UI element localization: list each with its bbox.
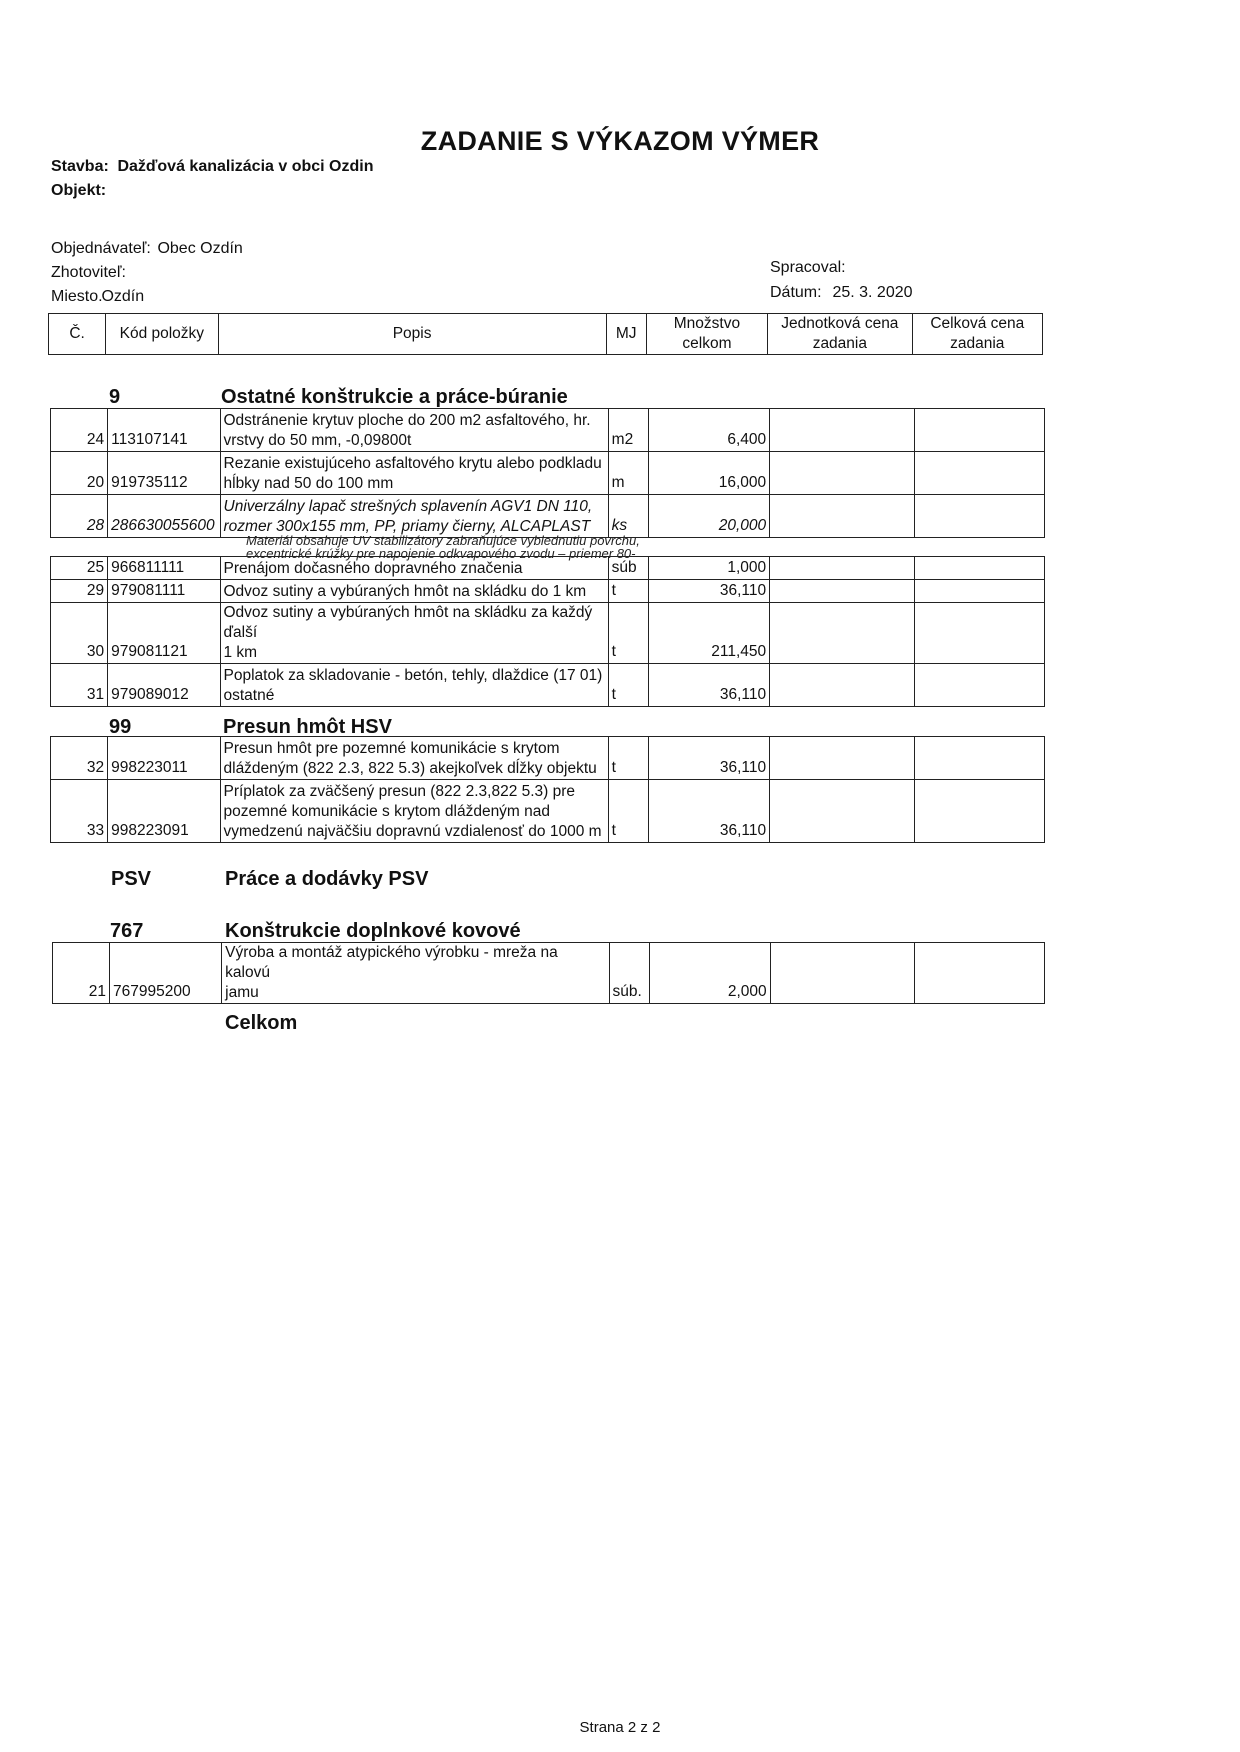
item-unit-price xyxy=(770,409,914,452)
item-unit: t xyxy=(608,603,648,664)
header-unit-price xyxy=(768,314,912,355)
item-unit: súb. xyxy=(609,943,649,1004)
section-code: PSV xyxy=(111,868,152,890)
item-desc-line: 1 km xyxy=(223,644,258,661)
item-code: 919735112 xyxy=(108,452,220,495)
header-total-price-line1: Celková cena xyxy=(930,315,1025,332)
table-row xyxy=(51,737,1045,780)
page-footer: Strana 2 z 2 xyxy=(579,1719,661,1736)
item-desc-line: Odvoz sutiny a vybúraných hmôt na skládku za každý ďalší xyxy=(223,604,593,641)
table-row xyxy=(51,580,1045,603)
section-code: 99 xyxy=(109,716,132,738)
header-unit-price-line2: zadania xyxy=(812,335,867,352)
table-row xyxy=(51,780,1045,843)
header-code: Kód položky xyxy=(106,314,218,355)
item-code: 966811111 xyxy=(108,557,220,580)
item-unit-price xyxy=(770,557,914,580)
objekt-label: Objekt: xyxy=(51,182,107,199)
item-code: 998223091 xyxy=(108,780,220,843)
item-unit-price xyxy=(770,737,914,780)
item-unit-price xyxy=(770,603,914,664)
item-desc xyxy=(220,495,608,538)
header-desc: Popis xyxy=(218,314,606,355)
item-desc-line: vymedzenú najväčšiu dopravnú vzdialenosť do 1000 m xyxy=(223,823,602,840)
table-row xyxy=(51,409,1045,452)
item-desc-line: hĺbky nad 50 do 100 mm xyxy=(223,475,394,492)
item-qty: 36,110 xyxy=(648,780,769,843)
item-unit-price xyxy=(770,452,914,495)
section-name: Práce a dodávky PSV xyxy=(225,868,429,890)
total-label: Celkom xyxy=(225,1012,298,1034)
items-table xyxy=(50,736,1045,843)
datum-row xyxy=(770,284,913,302)
item-unit: t xyxy=(608,737,648,780)
item-desc-line: pozemné komunikácie s krytom dláždeným nad xyxy=(223,803,551,820)
item-unit: m2 xyxy=(608,409,648,452)
item-qty: 2,000 xyxy=(649,943,770,1004)
item-desc xyxy=(222,943,609,1004)
item-desc-line: vrstvy do 50 mm, -0,09800t xyxy=(223,432,412,449)
item-desc xyxy=(220,409,608,452)
item-desc xyxy=(220,664,608,707)
item-code: 979081111 xyxy=(108,580,220,603)
item-unit-price xyxy=(770,943,914,1004)
item-code: 979089012 xyxy=(108,664,220,707)
column-header-table xyxy=(48,313,1043,355)
stavba-row xyxy=(51,158,373,176)
item-desc-line: Univerzálny lapač strešných splavenín AGV1 DN 110, xyxy=(223,498,593,515)
header-total-price xyxy=(912,314,1042,355)
item-unit-price xyxy=(770,780,914,843)
item-unit: t xyxy=(608,664,648,707)
item-no: 28 xyxy=(51,495,108,538)
document-title: ZADANIE S VÝKAZOM VÝMER xyxy=(420,126,820,156)
item-no: 24 xyxy=(51,409,108,452)
item-qty: 36,110 xyxy=(648,664,769,707)
objednavatel-label: Objednávateľ: xyxy=(51,240,151,257)
datum-label: Dátum: xyxy=(770,284,822,301)
item-unit: t xyxy=(608,580,648,603)
item-desc-line: jamu xyxy=(225,984,259,1001)
item-no: 29 xyxy=(51,580,108,603)
miesto-label: Miesto. xyxy=(51,288,103,305)
item-unit-price xyxy=(770,580,914,603)
item-desc-line: dláždeným (822 2.3, 822 5.3) akejkoľvek dĺžky objektu xyxy=(223,760,597,777)
item-no: 21 xyxy=(53,943,110,1004)
item-desc-line: Príplatok za zväčšený presun (822 2.3,822 5.3) pre xyxy=(223,783,576,800)
item-qty: 36,110 xyxy=(648,737,769,780)
item-qty: 36,110 xyxy=(648,580,769,603)
item-desc xyxy=(220,580,608,603)
item-code: 286630055600 xyxy=(108,495,220,538)
section-code: 767 xyxy=(110,920,144,942)
item-total-price xyxy=(914,557,1044,580)
item-unit: súb xyxy=(608,557,648,580)
miesto-value: Ozdín xyxy=(101,288,145,305)
item-no: 30 xyxy=(51,603,108,664)
table-row xyxy=(53,943,1045,1004)
item-desc xyxy=(220,737,608,780)
note-line: Materiál obsahuje UV stabilizátory zabraňujúce vyblednutiu povrchu, xyxy=(246,533,640,548)
item-total-price xyxy=(914,495,1044,538)
item-desc xyxy=(220,780,608,843)
item-no: 32 xyxy=(51,737,108,780)
item-desc-line: ostatné xyxy=(223,687,275,704)
item-unit-price xyxy=(770,495,914,538)
item-desc xyxy=(220,452,608,495)
header-qty: Množstvo celkom xyxy=(646,314,767,355)
table-row xyxy=(51,603,1045,664)
item-qty: 211,450 xyxy=(648,603,769,664)
item-total-price xyxy=(914,780,1044,843)
item-no: 20 xyxy=(51,452,108,495)
item-total-price xyxy=(914,452,1044,495)
section-name: Ostatné konštrukcie a práce-búranie xyxy=(221,386,568,408)
objednavatel-value: Obec Ozdín xyxy=(157,240,243,257)
section-name: Presun hmôt HSV xyxy=(223,716,392,738)
section-code: 9 xyxy=(109,386,121,408)
table-row xyxy=(51,452,1045,495)
item-desc-line: Presun hmôt pre pozemné komunikácie s krytom xyxy=(223,740,560,757)
item-code: 767995200 xyxy=(110,943,222,1004)
header-no: Č. xyxy=(49,314,106,355)
item-total-price xyxy=(914,580,1044,603)
item-desc-line: rozmer 300x155 mm, PP, priamy čierny, ALCAPLAST xyxy=(223,518,591,535)
item-unit: m xyxy=(608,452,648,495)
item-desc-line: Odstránenie krytuv ploche do 200 m2 asfaltového, hr. xyxy=(223,412,591,429)
zhotovitel-label: Zhotoviteľ: xyxy=(51,264,126,281)
item-qty: 1,000 xyxy=(648,557,769,580)
miesto-row xyxy=(51,288,144,306)
item-desc-line: Poplatok za skladovanie - betón, tehly, dlaždice (17 01) xyxy=(223,667,603,684)
note-line: excentrické krúžky pre napojenie odkvapového zvodu – priemer 80- xyxy=(246,546,636,561)
items-table xyxy=(52,942,1045,1004)
table-row xyxy=(51,664,1045,707)
item-total-price xyxy=(914,409,1044,452)
item-qty: 6,400 xyxy=(648,409,769,452)
items-table xyxy=(50,408,1045,538)
item-unit: ks xyxy=(608,495,648,538)
item-desc-line: Rezanie existujúceho asfaltového krytu alebo podkladu xyxy=(223,455,602,472)
item-no: 33 xyxy=(51,780,108,843)
item-code: 998223011 xyxy=(108,737,220,780)
item-code: 113107141 xyxy=(108,409,220,452)
header-unit: MJ xyxy=(606,314,646,355)
objednavatel-row xyxy=(51,240,243,258)
item-no: 31 xyxy=(51,664,108,707)
header-total-price-line2: zadania xyxy=(950,335,1005,352)
stavba-value: Dažďová kanalizácia v obci Ozdin xyxy=(117,158,374,175)
item-unit-price xyxy=(770,664,914,707)
items-table xyxy=(50,556,1045,707)
item-total-price xyxy=(914,664,1044,707)
section-name: Konštrukcie doplnkové kovové xyxy=(225,920,521,942)
spracoval-label: Spracoval: xyxy=(770,259,846,276)
table-row xyxy=(51,557,1045,580)
item-code: 979081121 xyxy=(108,603,220,664)
header-unit-price-line1: Jednotková cena xyxy=(781,315,899,332)
item-qty: 20,000 xyxy=(648,495,769,538)
item-total-price xyxy=(914,737,1044,780)
item-no: 25 xyxy=(51,557,108,580)
item-total-price xyxy=(914,603,1044,664)
item-unit: t xyxy=(608,780,648,843)
item-desc-line: Odvoz sutiny a vybúraných hmôt na skládku do 1 km xyxy=(223,583,587,600)
item-desc-line: Výroba a montáž atypického výrobku - mreža na kalovú xyxy=(225,944,558,981)
item-desc-line: Prenájom dočasného dopravného značenia xyxy=(223,560,523,577)
item-qty: 16,000 xyxy=(648,452,769,495)
item-desc xyxy=(220,557,608,580)
datum-value: 25. 3. 2020 xyxy=(832,284,913,301)
item-total-price xyxy=(914,943,1044,1004)
item-desc xyxy=(220,603,608,664)
stavba-label: Stavba: xyxy=(51,158,109,175)
table-row xyxy=(51,495,1045,538)
